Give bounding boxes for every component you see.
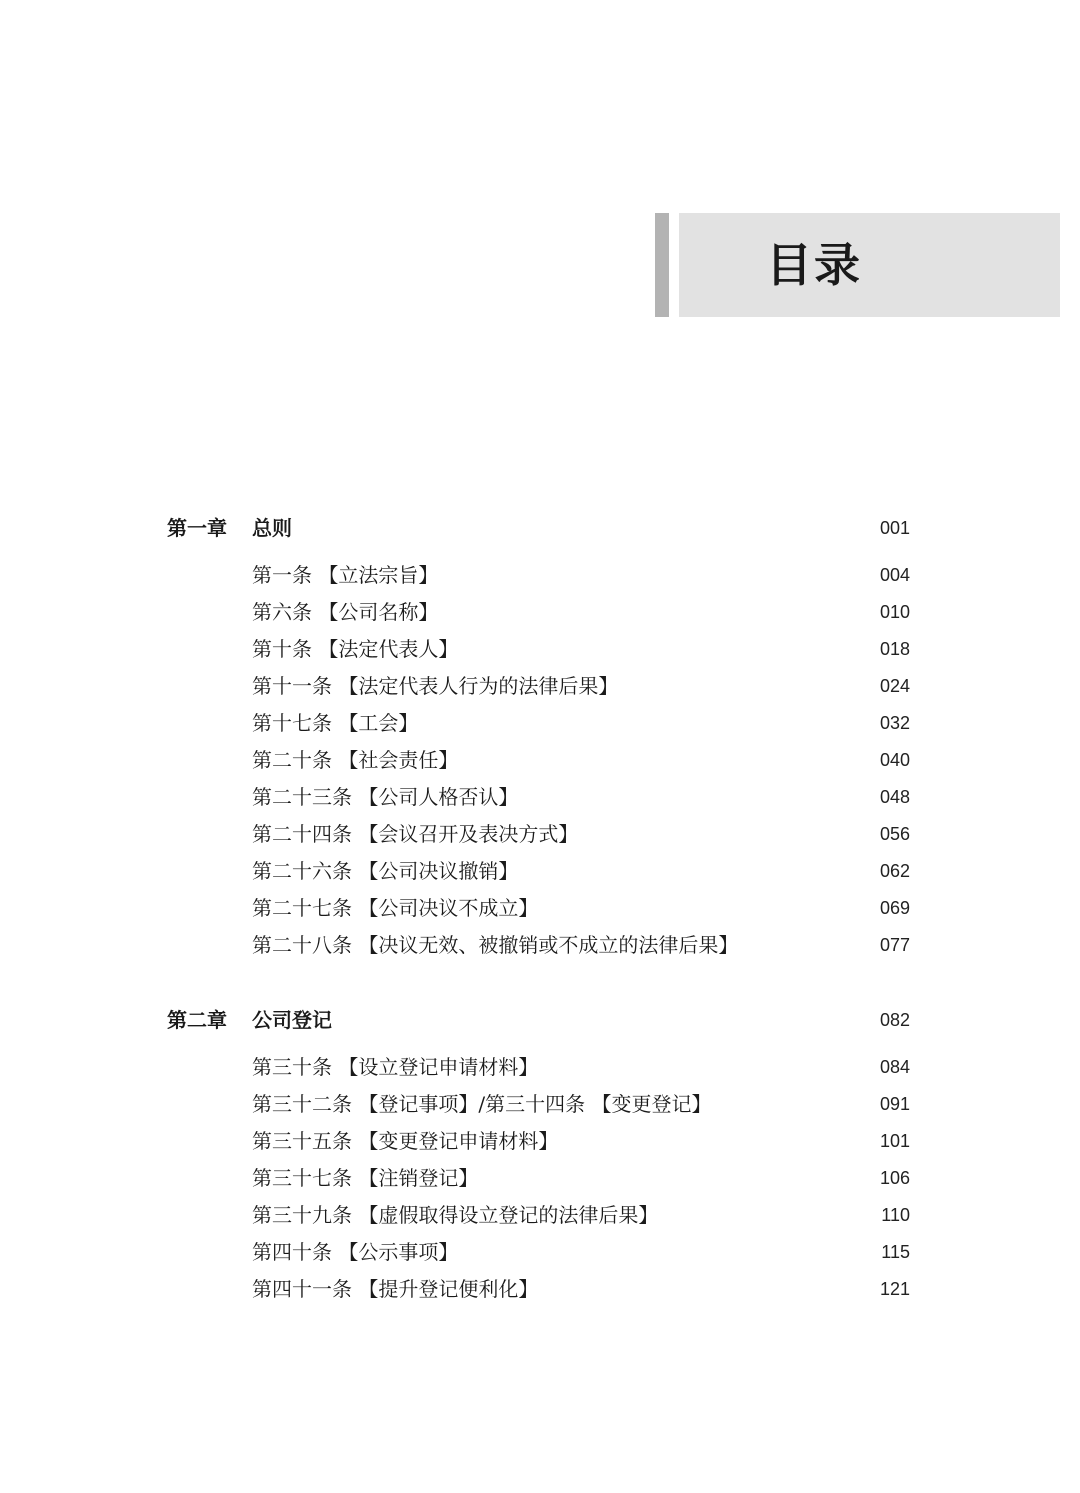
article-title: 第四十一条 【提升登记便利化】 bbox=[252, 1277, 539, 1301]
toc-title-bar bbox=[655, 213, 1060, 317]
chapter-heading[interactable] bbox=[0, 512, 1080, 544]
toc-entry[interactable] bbox=[0, 1199, 1080, 1231]
chapter-heading[interactable] bbox=[0, 1004, 1080, 1036]
toc-entry[interactable] bbox=[0, 818, 1080, 850]
article-page-number: 110 bbox=[881, 1205, 910, 1225]
toc-entry[interactable] bbox=[0, 1125, 1080, 1157]
toc-entry[interactable] bbox=[0, 1273, 1080, 1305]
toc-entry[interactable] bbox=[0, 596, 1080, 628]
title-panel bbox=[679, 213, 1060, 317]
article-page-number: 069 bbox=[879, 898, 910, 918]
chapter-number: 第二章 bbox=[167, 1008, 227, 1032]
article-title: 第一条 【立法宗旨】 bbox=[252, 563, 439, 587]
chapter-page-number: 082 bbox=[879, 1010, 910, 1030]
article-page-number: 062 bbox=[879, 861, 910, 881]
article-title: 第三十七条 【注销登记】 bbox=[252, 1166, 479, 1190]
article-title: 第六条 【公司名称】 bbox=[252, 600, 439, 624]
chapter-page-number: 001 bbox=[879, 518, 910, 538]
article-title: 第二十七条 【公司决议不成立】 bbox=[252, 896, 539, 920]
toc-entry[interactable] bbox=[0, 744, 1080, 776]
article-page-number: 077 bbox=[879, 935, 910, 955]
toc-entry[interactable] bbox=[0, 1051, 1080, 1083]
toc-entry[interactable] bbox=[0, 670, 1080, 702]
chapter-number: 第一章 bbox=[167, 516, 227, 540]
article-page-number: 018 bbox=[879, 639, 910, 659]
toc-entry[interactable] bbox=[0, 1162, 1080, 1194]
toc-entry[interactable] bbox=[0, 929, 1080, 961]
toc-entry[interactable] bbox=[0, 892, 1080, 924]
article-page-number: 106 bbox=[879, 1168, 910, 1188]
article-title: 第二十八条 【决议无效、被撤销或不成立的法律后果】 bbox=[252, 933, 739, 957]
title-accent-stripe bbox=[655, 213, 669, 317]
article-title: 第二十条 【社会责任】 bbox=[252, 748, 459, 772]
article-title: 第三十二条 【登记事项】/第三十四条 【变更登记】 bbox=[252, 1092, 712, 1116]
article-page-number: 115 bbox=[881, 1242, 910, 1262]
chapter-name: 总则 bbox=[252, 516, 292, 540]
article-title: 第十条 【法定代表人】 bbox=[252, 637, 459, 661]
toc-entry[interactable] bbox=[0, 855, 1080, 887]
toc-entry[interactable] bbox=[0, 707, 1080, 739]
toc-entry[interactable] bbox=[0, 633, 1080, 665]
article-page-number: 032 bbox=[879, 713, 910, 733]
article-title: 第二十四条 【会议召开及表决方式】 bbox=[252, 822, 579, 846]
article-title: 第三十五条 【变更登记申请材料】 bbox=[252, 1129, 559, 1153]
toc-entry[interactable] bbox=[0, 1088, 1080, 1120]
article-title: 第二十三条 【公司人格否认】 bbox=[252, 785, 519, 809]
article-page-number: 084 bbox=[879, 1057, 910, 1077]
article-page-number: 004 bbox=[879, 565, 910, 585]
article-title: 第三十九条 【虚假取得设立登记的法律后果】 bbox=[252, 1203, 659, 1227]
article-page-number: 101 bbox=[879, 1131, 910, 1151]
article-title: 第三十条 【设立登记申请材料】 bbox=[252, 1055, 539, 1079]
page-title: 目录 bbox=[766, 238, 862, 292]
article-page-number: 056 bbox=[879, 824, 910, 844]
article-title: 第二十六条 【公司决议撤销】 bbox=[252, 859, 519, 883]
toc-entry[interactable] bbox=[0, 781, 1080, 813]
toc-entry[interactable] bbox=[0, 559, 1080, 591]
article-page-number: 024 bbox=[879, 676, 910, 696]
article-page-number: 048 bbox=[879, 787, 910, 807]
article-page-number: 121 bbox=[879, 1279, 910, 1299]
article-page-number: 010 bbox=[879, 602, 910, 622]
article-page-number: 040 bbox=[879, 750, 910, 770]
article-page-number: 091 bbox=[879, 1094, 910, 1114]
chapter-name: 公司登记 bbox=[252, 1008, 332, 1032]
toc-entry[interactable] bbox=[0, 1236, 1080, 1268]
article-title: 第十一条 【法定代表人行为的法律后果】 bbox=[252, 674, 619, 698]
article-title: 第十七条 【工会】 bbox=[252, 711, 419, 735]
article-title: 第四十条 【公示事项】 bbox=[252, 1240, 459, 1264]
